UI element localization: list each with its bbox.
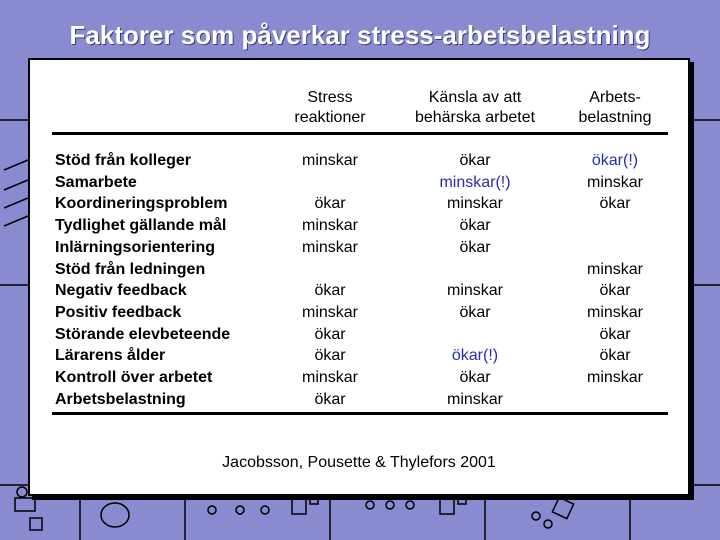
- cell-kansla: minskar: [446, 195, 503, 213]
- cell-stress: ökar: [314, 347, 346, 365]
- cell-arbets: ökar: [599, 195, 631, 213]
- cell-stress: ökar: [314, 282, 346, 300]
- content-panel: [28, 58, 690, 496]
- citation: Jacobsson, Pousette & Thylefors 2001: [222, 454, 496, 471]
- cell-stress: ökar: [314, 390, 346, 408]
- cell-kansla: ökar: [459, 217, 491, 235]
- cell-stress: minskar: [301, 152, 358, 169]
- column-header-kansla: Känsla av att behärska arbetet: [414, 89, 536, 126]
- factor-label: Koordineringsproblem: [55, 195, 228, 213]
- factor-label: Samarbete: [55, 173, 137, 191]
- factor-label: Kontroll över arbetet: [55, 369, 213, 386]
- cell-kansla: ökar: [459, 303, 491, 321]
- cell-kansla: minskar(!): [439, 173, 511, 191]
- cell-arbets: ökar: [599, 282, 631, 300]
- cell-kansla: minskar: [446, 282, 503, 300]
- cell-kansla: ökar: [459, 369, 491, 386]
- slide-title: Faktorer som påverkar stress-arbetsbelastning: [69, 20, 651, 50]
- cell-kansla: ökar(!): [451, 347, 499, 365]
- cell-arbets: [560, 215, 670, 237]
- cell-arbets: minskar: [586, 173, 643, 191]
- cell-kansla: minskar: [446, 390, 503, 408]
- cell-stress: ökar: [314, 325, 346, 343]
- factor-label: Stöd från kolleger: [55, 152, 192, 169]
- cell-stress: ökar: [314, 195, 346, 213]
- factor-label: Inlärningsorientering: [55, 238, 216, 256]
- cell-arbets: minskar: [586, 369, 643, 386]
- header-rule: [52, 132, 668, 135]
- cell-arbets: ökar: [599, 347, 631, 365]
- cell-arbets: ökar(!): [591, 152, 639, 169]
- cell-arbets: minskar: [586, 303, 643, 321]
- factor-label: Positiv feedback: [55, 303, 182, 321]
- cell-kansla: [390, 324, 560, 346]
- cell-kansla: [390, 259, 560, 281]
- factor-label: Tydlighet gällande mål: [55, 217, 227, 235]
- cell-stress: minskar: [301, 369, 358, 386]
- factor-label: Negativ feedback: [55, 282, 187, 300]
- factor-label: Stöd från ledningen: [55, 260, 206, 278]
- cell-kansla: ökar: [459, 152, 491, 169]
- cell-stress: [270, 259, 390, 281]
- factor-label: Lärarens ålder: [55, 347, 166, 365]
- column-header-stress: Stress reaktioner: [294, 89, 366, 126]
- cell-stress: minskar: [301, 238, 358, 256]
- factor-label: Arbetsbelastning: [55, 390, 186, 408]
- cell-arbets: [560, 237, 670, 259]
- cell-stress: minskar: [301, 303, 358, 321]
- cell-stress: minskar: [301, 217, 358, 235]
- column-header-arbets: Arbets- belastning: [578, 89, 652, 126]
- cell-kansla: ökar: [459, 238, 491, 256]
- factor-label: Störande elevbeteende: [55, 325, 231, 343]
- cell-arbets: [560, 389, 670, 411]
- footer-rule: [52, 412, 668, 415]
- cell-arbets: minskar: [586, 260, 643, 278]
- cell-stress: [270, 172, 390, 194]
- cell-arbets: ökar: [599, 325, 631, 343]
